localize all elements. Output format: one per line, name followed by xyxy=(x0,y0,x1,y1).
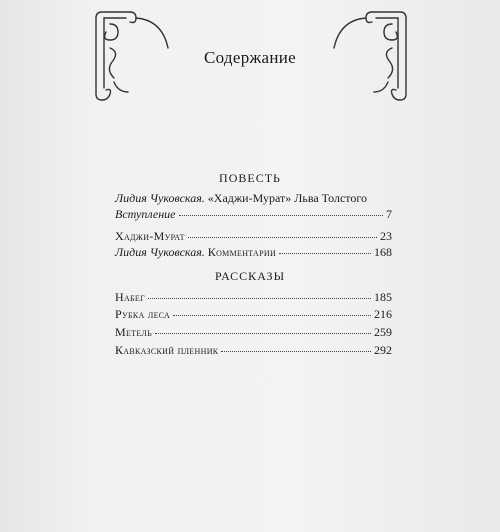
toc-title: Метель xyxy=(115,325,153,339)
toc-row-nabeg[interactable] xyxy=(115,290,392,306)
dot-leader xyxy=(221,341,371,352)
toc-title: Набег xyxy=(115,290,146,304)
toc-row-metel[interactable] xyxy=(115,325,392,341)
toc-title: Рубка леса xyxy=(115,307,171,321)
toc-author: Лидия Чуковская. xyxy=(115,245,205,259)
section-heading-rasskazy: РАССКАЗЫ xyxy=(214,269,286,283)
toc-row-kavkazskiy-plennik[interactable] xyxy=(115,343,392,359)
toc-row-intro[interactable] xyxy=(115,207,392,223)
dot-leader xyxy=(148,288,371,299)
intro-author-line xyxy=(115,191,367,206)
toc-page: 292 xyxy=(374,343,392,357)
intro-work: «Хаджи-Мурат» Льва Толстого xyxy=(207,191,367,205)
dot-leader xyxy=(188,227,377,238)
toc-page: 216 xyxy=(374,307,392,321)
dot-leader xyxy=(155,323,371,334)
section-heading-povest: ПОВЕСТЬ xyxy=(219,171,281,185)
intro-author: Лидия Чуковская. xyxy=(115,191,205,205)
toc-page: 185 xyxy=(374,290,392,304)
toc-row-rubka-lesa[interactable] xyxy=(115,307,392,323)
toc-page: 7 xyxy=(386,207,392,221)
dot-leader xyxy=(173,305,371,316)
toc-title: Кавказский пленник xyxy=(115,343,219,357)
toc-title: Вступление xyxy=(115,207,176,221)
toc-title-group xyxy=(115,245,276,260)
toc-page: 168 xyxy=(374,245,392,259)
page-title: Содержание xyxy=(203,48,297,67)
dot-leader xyxy=(179,205,384,216)
toc-page: 23 xyxy=(380,229,392,243)
toc-page: 259 xyxy=(374,325,392,339)
dot-leader xyxy=(279,243,371,254)
toc-title: Комментарии xyxy=(207,245,277,259)
toc-title: Хаджи-Мурат xyxy=(115,229,185,243)
toc-row-kommentarii[interactable] xyxy=(115,245,392,261)
